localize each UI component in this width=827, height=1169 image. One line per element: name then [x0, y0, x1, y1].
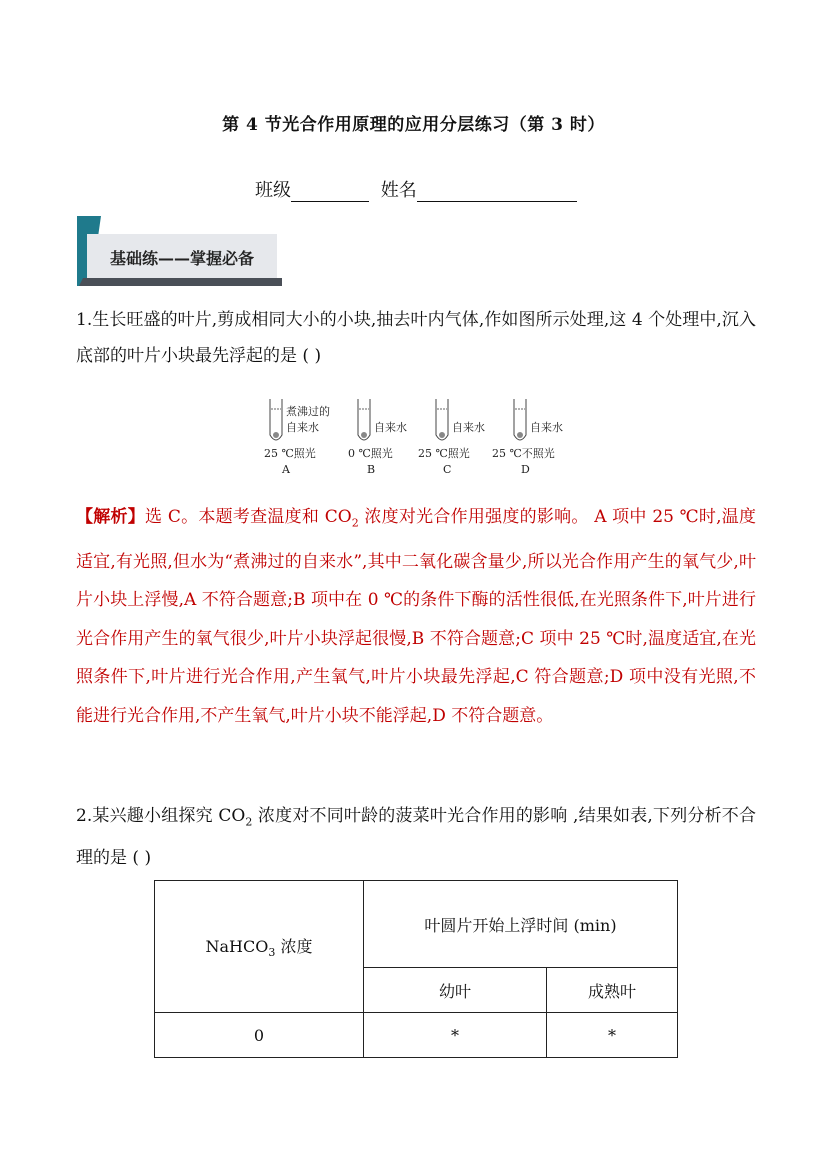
tube-d-leaf — [517, 432, 523, 438]
tube-a-condition: 25 ℃照光 — [264, 447, 316, 460]
class-label: 班级 — [255, 180, 291, 201]
tube-c-letter: C — [443, 463, 452, 476]
analysis-label: 【解析】 — [76, 507, 145, 527]
tube-c-condition: 25 ℃照光 — [418, 447, 470, 460]
experiment-figure — [258, 395, 578, 480]
tube-c-leaf — [439, 432, 445, 438]
analysis-text-b: 浓度对光合作用强度的影响。 A 项中 25 ℃时,温度适宜,有光照,但水为“煮沸过的自来水”,其中二氧化碳含量少,所以光合作用产生的氧气少,叶片小块上浮慢,A 不符合题意;B 项中在 0 ℃的条件下酶的活性很低,在光照条件下,叶片进行光合作用产生的氧气很少,叶片小块浮起很慢,B 不符合题意;C 项中 25 ℃时,温度适宜,在光照条件下,叶片进行光合作用,产生氧气,叶片小块最先浮起,C 符合题意;D 项中没有光照,不能进行光合作用,不产生氧气,叶片小块不能浮起,D 不符合题意。 — [76, 507, 757, 726]
tube-b — [348, 399, 407, 476]
results-table — [154, 880, 678, 1058]
banner-shadow — [79, 278, 282, 286]
col1-sub: 3 — [268, 946, 276, 960]
name-blank — [417, 183, 577, 202]
tube-d-liquid-label: 自来水 — [530, 421, 563, 434]
col1-text-b: 浓度 — [275, 936, 313, 956]
banner-text: 基础练——掌握必备 — [109, 249, 255, 268]
q2-sub: 2 — [245, 815, 253, 829]
tube-b-letter: B — [367, 463, 376, 476]
page-title: 第 4 节光合作用原理的应用分层练习（第 3 时） — [222, 115, 605, 135]
analysis-text-a: 选 C。本题考查温度和 CO — [145, 507, 352, 527]
section-banner — [77, 216, 282, 286]
analysis-sub: 2 — [351, 516, 359, 530]
tube-d-letter: D — [521, 463, 530, 476]
q2-text-b: 浓度对不同叶龄的菠菜叶光合作用的影响 ,结果如表,下列分析不合理的是 ( ) — [76, 806, 756, 869]
table-header-young-leaf: 幼叶 — [364, 968, 547, 1013]
tube-a-leaf — [273, 432, 279, 438]
name-label: 姓名 — [380, 180, 417, 201]
table-row — [155, 1013, 678, 1058]
tube-a-letter: A — [282, 463, 290, 476]
tube-a-liquid-label-2: 自来水 — [286, 421, 319, 434]
tube-c-liquid-label: 自来水 — [452, 421, 485, 434]
question-2 — [76, 798, 756, 876]
tube-a — [264, 399, 330, 476]
tube-c — [418, 399, 485, 476]
tube-b-liquid-label: 自来水 — [374, 421, 407, 434]
class-blank — [291, 183, 369, 202]
analysis-1 — [76, 498, 756, 735]
tube-b-condition: 0 ℃照光 — [348, 447, 393, 460]
question-1: 1.生长旺盛的叶片,剪成相同大小的小块,抽去叶内气体,作如图所示处理,这 4 个处理中,沉入底部的叶片小块最先浮起的是 ( ) — [76, 310, 756, 366]
tube-b-leaf — [361, 432, 367, 438]
table-header-time: 叶圆片开始上浮时间 (min) — [364, 881, 678, 968]
table-header-mature-leaf: 成熟叶 — [547, 968, 678, 1013]
table-cell: * — [547, 1013, 678, 1058]
class-name-line — [255, 176, 577, 202]
table-header-concentration — [155, 881, 364, 1013]
col1-text-a: NaHCO — [205, 936, 269, 956]
table-cell: * — [364, 1013, 547, 1058]
tube-d-condition: 25 ℃不照光 — [492, 447, 555, 460]
table-header-row — [155, 881, 678, 968]
q2-text-a: 2.某兴趣小组探究 CO — [76, 806, 246, 826]
tube-a-liquid-label: 煮沸过的 — [286, 405, 330, 418]
tube-d — [492, 399, 563, 476]
table-cell: 0 — [155, 1013, 364, 1058]
